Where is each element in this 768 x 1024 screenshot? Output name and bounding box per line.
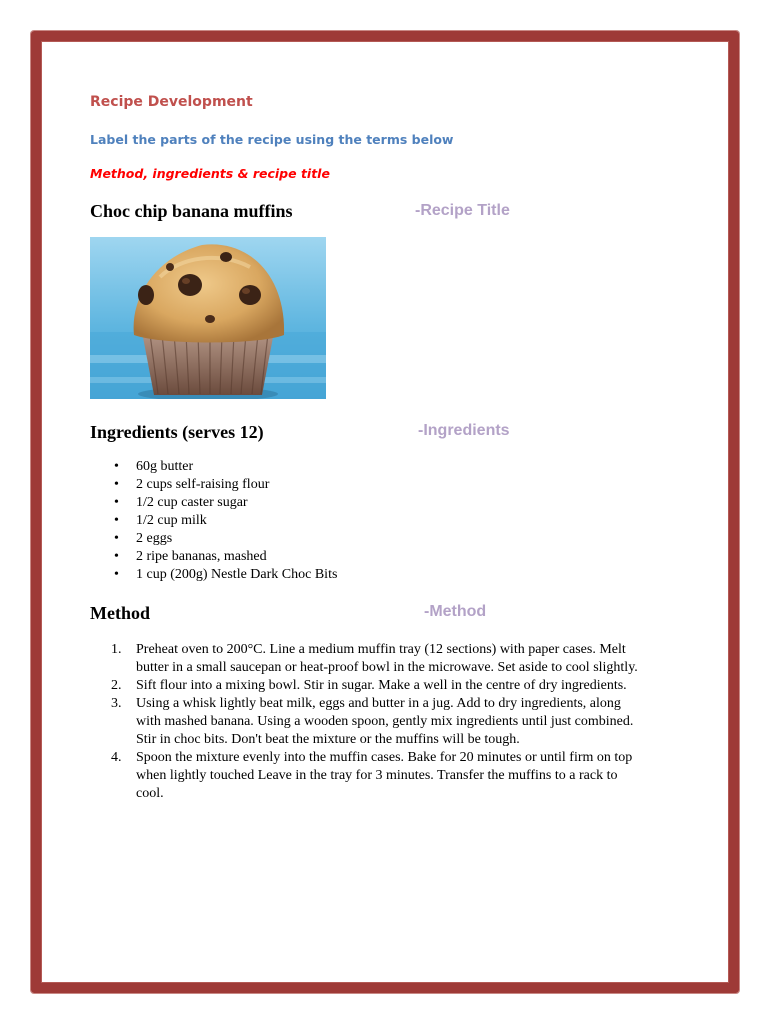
- step-line: Sift flour into a mixing bowl. Stir in sugar. Make a well in the centre of dry ingredients.: [136, 678, 627, 693]
- muffin-illustration: [90, 237, 326, 399]
- step-line: Using a whisk lightly beat milk, eggs and butter in a jug. Add to dry ingredients, along: [136, 696, 621, 711]
- method-list: [90, 641, 690, 803]
- method-step: [90, 749, 690, 803]
- list-item: • 1 cup (200g) Nestle Dark Choc Bits: [90, 566, 690, 584]
- muffin-photo: [90, 237, 326, 399]
- method-step: [90, 677, 690, 695]
- step-line: Spoon the mixture evenly into the muffin cases. Bake for 20 minutes or until firm on top: [136, 750, 633, 765]
- list-item: • 2 cups self-raising flour: [90, 476, 690, 494]
- recipe-title-label: -Recipe Title: [415, 202, 510, 219]
- method-step: [90, 695, 690, 749]
- step-line: Stir in choc bits. Don't beat the mixture or the muffins will be tough.: [136, 732, 520, 747]
- step-number: 2.: [111, 678, 122, 693]
- method-step: [90, 641, 690, 677]
- method-heading: Method: [90, 603, 150, 623]
- list-item: • 1/2 cup milk: [90, 512, 690, 530]
- recipe-title: Choc chip banana muffins: [90, 201, 293, 221]
- step-line: when lightly touched Leave in the tray for 3 minutes. Transfer the muffins to a rack to: [136, 768, 618, 783]
- page-heading: Recipe Development: [90, 94, 253, 110]
- step-line: Preheat oven to 200°C. Line a medium muffin tray (12 sections) with paper cases. Melt: [136, 642, 626, 657]
- terms-text: Method, ingredients & recipe title: [90, 166, 330, 181]
- ingredients-heading: Ingredients (serves 12): [90, 422, 264, 442]
- step-line: butter in a small saucepan or heat-proof bowl in the microwave. Set aside to cool slightly.: [136, 660, 638, 675]
- list-item: • 2 eggs: [90, 530, 690, 548]
- method-label: -Method: [424, 603, 487, 620]
- instruction-text: Label the parts of the recipe using the terms below: [90, 132, 454, 147]
- step-number: 4.: [111, 750, 122, 765]
- step-number: 1.: [111, 642, 122, 657]
- ingredients-label: -Ingredients: [418, 422, 510, 439]
- step-number: 3.: [111, 696, 122, 711]
- step-line: cool.: [136, 786, 164, 801]
- step-line: with mashed banana. Using a wooden spoon, gently mix ingredients until just combined.: [136, 714, 634, 729]
- list-item: • 2 ripe bananas, mashed: [90, 548, 690, 566]
- ingredients-list: [90, 458, 690, 584]
- list-item: • 1/2 cup caster sugar: [90, 494, 690, 512]
- list-item: • 60g butter: [90, 458, 690, 476]
